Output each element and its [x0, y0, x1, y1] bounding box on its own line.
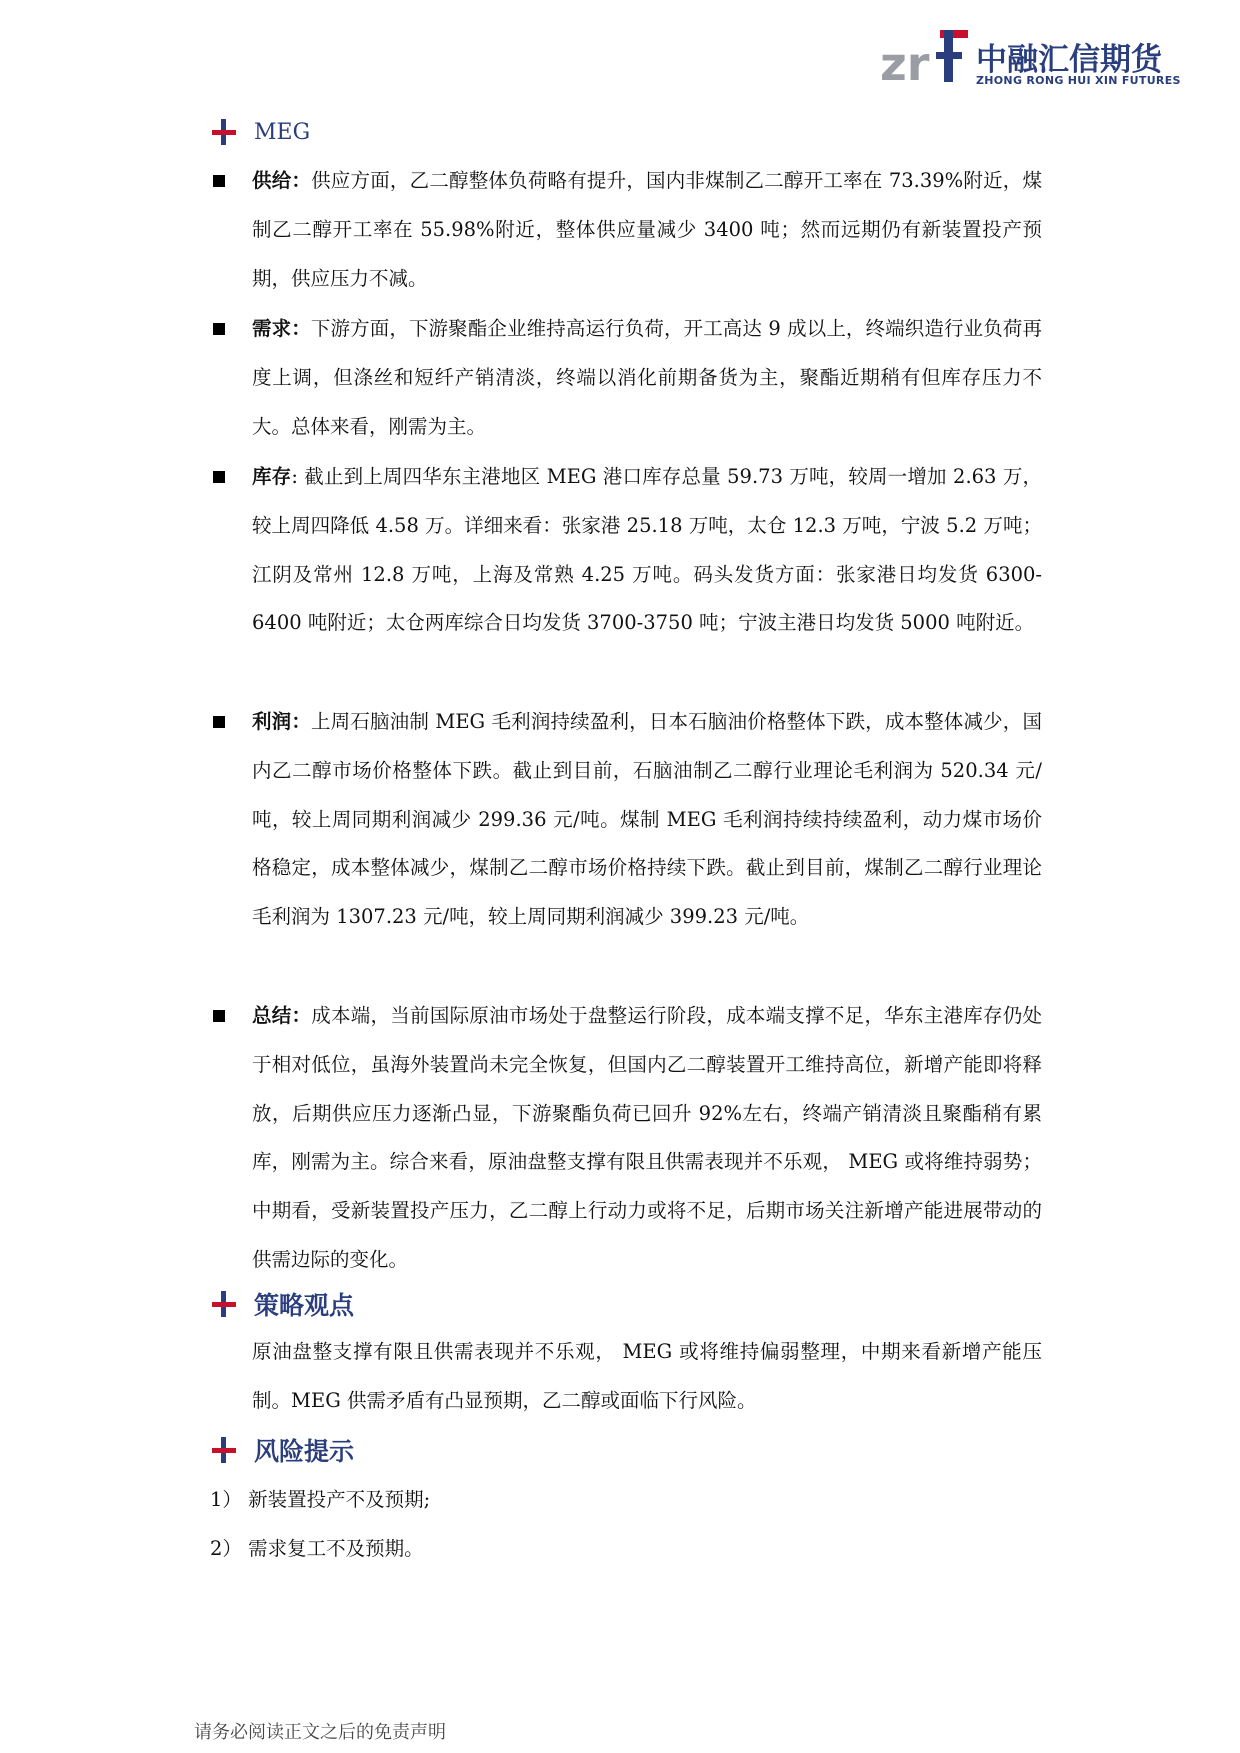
risk-item: 1） 新装置投产不及预期;	[210, 1488, 431, 1511]
bullet-profit	[252, 698, 1042, 942]
square-bullet-icon	[213, 471, 225, 483]
logo-chinese-name: 中融汇信期货	[976, 42, 1162, 78]
disclaimer-footer: 请务必阅读正文之后的免责声明	[194, 1722, 446, 1743]
square-bullet-icon	[213, 1010, 225, 1022]
bullet-label: 利润：	[252, 710, 311, 733]
bullet-supply	[252, 157, 1042, 303]
bullet-label: 库存	[252, 465, 292, 488]
cross-bullet-icon	[210, 118, 238, 146]
bullet-text: : 截止到上周四华东主港地区 MEG 港口库存总量 59.73 万吨，较周一增加 2.63 万，较上周四降低 4.58 万。详细来看：张家港 25.18 万吨，太仓 12.3 万吨，宁波 5.2 万吨；江阴及常州 12.8 万吨，上海及常熟 4.25 万吨。码头发货方面：张家港日均发货 6300-6400 吨附近；太仓两库综合日均发货 3700-3750 吨；宁波主港日均发货 5000 吨附近。	[252, 465, 1042, 635]
bullet-label: 总结：	[252, 1004, 312, 1027]
bullet-text: 成本端，当前国际原油市场处于盘整运行阶段，成本端支撑不足，华东主港库存仍处于相对低位，虽海外装置尚未完全恢复，但国内乙二醇装置开工维持高位，新增产能即将释放，后期供应压力逐渐凸显，下游聚酯负荷已回升 92%左右，终端产销清淡且聚酯稍有累库，刚需为主。综合来看，原油盘整支撑有限且供需表现并不乐观， MEG 或将维持弱势；中期看，受新装置投产压力，乙二醇上行动力或将不足，后期市场关注新增产能进展带动的供需边际的变化。	[252, 1004, 1042, 1271]
bullet-summary	[252, 992, 1042, 1285]
bullet-demand	[252, 305, 1042, 451]
square-bullet-icon	[213, 323, 225, 335]
meg-title: MEG	[254, 119, 311, 145]
cross-bullet-icon	[210, 1436, 238, 1464]
bullet-text: 上周石脑油制 MEG 毛利润持续盈利，日本石脑油价格整体下跌，成本整体减少，国内乙二醇市场价格整体下跌。截止到目前，石脑油制乙二醇行业理论毛利润为 520.34 元/吨，较上周同期利润减少 299.36 元/吨。煤制 MEG 毛利润持续持续盈利，动力煤市场价格稳定，成本整体减少，煤制乙二醇市场价格持续下跌。截止到目前，煤制乙二醇行业理论毛利润为 1307.23 元/吨，较上周同期利润减少 399.23 元/吨。	[252, 710, 1042, 929]
section-heading-meg	[210, 118, 310, 146]
bullet-text: 下游方面，下游聚酯企业维持高运行负荷，开工高达 9 成以上，终端织造行业负荷再度上调，但涤丝和短纤产销清淡，终端以消化前期备货为主，聚酯近期稍有但库存压力不大。总体来看，刚需为主。	[252, 317, 1042, 438]
section-heading-strategy	[210, 1286, 354, 1322]
strategy-text: 原油盘整支撑有限且供需表现并不乐观， MEG 或将维持偏弱整理，中期来看新增产能压制。MEG 供需矛盾有凸显预期，乙二醇或面临下行风险。	[252, 1340, 1042, 1412]
strategy-title: 策略观点	[254, 1291, 355, 1320]
square-bullet-icon	[213, 716, 225, 728]
zrf-logo-icon	[880, 28, 972, 90]
company-logo	[880, 28, 1181, 90]
bullet-label: 供给：	[252, 169, 312, 192]
section-heading-risk	[210, 1432, 354, 1468]
bullet-inventory	[252, 453, 1042, 648]
bullet-text: 供应方面，乙二醇整体负荷略有提升，国内非煤制乙二醇开工率在 73.39%附近，煤制乙二醇开工率在 55.98%附近，整体供应量减少 3400 吨；然而远期仍有新装置投产预期，供应压力不减。	[252, 169, 1042, 290]
risk-title: 风险提示	[254, 1437, 355, 1466]
cross-bullet-icon	[210, 1290, 238, 1318]
risk-item: 2） 需求复工不及预期。	[210, 1537, 424, 1560]
logo-english-name: ZHONG RONG HUI XIN FUTURES	[976, 74, 1181, 87]
svg-text:zr: zr	[880, 37, 930, 90]
square-bullet-icon	[213, 175, 225, 187]
bullet-label: 需求：	[252, 317, 311, 340]
